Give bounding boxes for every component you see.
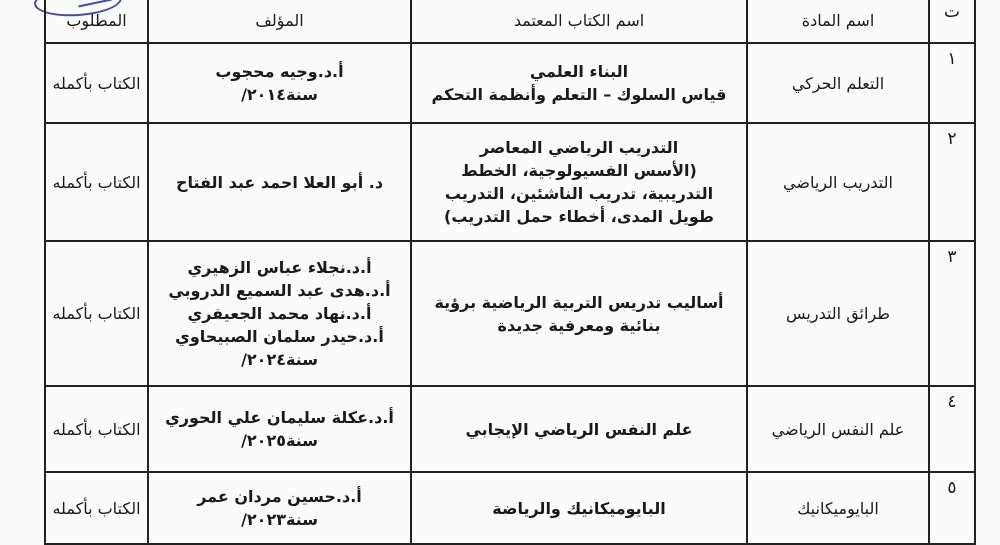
author-cell [148, 123, 411, 241]
author-line: سنة٢٠٢٤/ [241, 350, 318, 369]
author-cell [148, 472, 411, 544]
header-required: المطلوب [45, 0, 148, 43]
header-author: المؤلف [148, 0, 411, 43]
header-subject: اسم المادة [747, 0, 929, 43]
table-header-row [45, 0, 975, 43]
book-cell [411, 241, 747, 386]
row-number: ٣ [929, 241, 975, 386]
subject-cell: التعلم الحركي [747, 43, 929, 123]
book-line: علم النفس الرياضي الإيجابي [465, 419, 693, 439]
row-number: ٢ [929, 123, 975, 241]
textbook-table [44, 0, 976, 545]
required-cell: الكتاب بأكمله [45, 386, 148, 472]
book-line: أساليب تدريس التربية الرياضية برؤية [434, 292, 724, 312]
book-line: البناء العلمي [529, 62, 629, 81]
book-line: طويل المدى، أخطاء حمل التدريب) [444, 207, 714, 226]
author-line: د. أبو العلا احمد عبد الفتاح [175, 172, 384, 192]
book-line: التدريبية، تدريب الناشئين، التدريب [444, 184, 714, 203]
subject-cell: طرائق التدريس [747, 241, 929, 386]
book-line: قياس السلوك – التعلم وأنظمة التحكم [431, 85, 727, 104]
author-line: أ.د.حسين مردان عمر [197, 487, 362, 506]
book-line: البايوميكانيك والرياضة [492, 498, 666, 518]
author-line: سنة٢٠٢٥/ [241, 431, 318, 450]
author-line: أ.د.نهاد محمد الجعيفري [187, 304, 372, 323]
required-cell: الكتاب بأكمله [45, 43, 148, 123]
row-number: ٥ [929, 472, 975, 544]
author-line: أ.د.نجلاء عباس الزهيري [187, 258, 372, 277]
header-book: اسم الكتاب المعتمد [411, 0, 747, 43]
book-line: التدريب الرياضي المعاصر [479, 138, 679, 157]
row-number: ٤ [929, 386, 975, 472]
subject-cell: التدريب الرياضي [747, 123, 929, 241]
subject-cell: البايوميكانيك [747, 472, 929, 544]
author-line: سنة٢٠١٤/ [241, 85, 318, 104]
book-cell [411, 386, 747, 472]
author-cell [148, 386, 411, 472]
book-cell [411, 43, 747, 123]
required-cell: الكتاب بأكمله [45, 241, 148, 386]
author-line: سنة٢٠٢٣/ [241, 510, 318, 529]
author-line: أ.د.وجيه محجوب [215, 62, 344, 81]
row-number: ١ [929, 43, 975, 123]
table-row [45, 43, 975, 123]
book-cell [411, 123, 747, 241]
author-cell [148, 43, 411, 123]
book-line: (الأسس الفسيولوجية، الخطط [461, 161, 697, 180]
header-number: ت [929, 0, 975, 43]
table-row [45, 386, 975, 472]
table-row [45, 472, 975, 544]
author-line: أ.د.عكلة سليمان علي الحوري [165, 408, 394, 427]
table-row [45, 241, 975, 386]
subject-cell: علم النفس الرياضي [747, 386, 929, 472]
book-cell [411, 472, 747, 544]
book-line: بنائية ومعرفية جديدة [497, 315, 661, 335]
table-row [45, 123, 975, 241]
required-cell: الكتاب بأكمله [45, 123, 148, 241]
author-line: أ.د.هدى عبد السميع الدروبي [168, 281, 391, 300]
author-line: أ.د.حيدر سلمان الصبيحاوي [175, 327, 384, 346]
author-cell [148, 241, 411, 386]
required-cell: الكتاب بأكمله [45, 472, 148, 544]
